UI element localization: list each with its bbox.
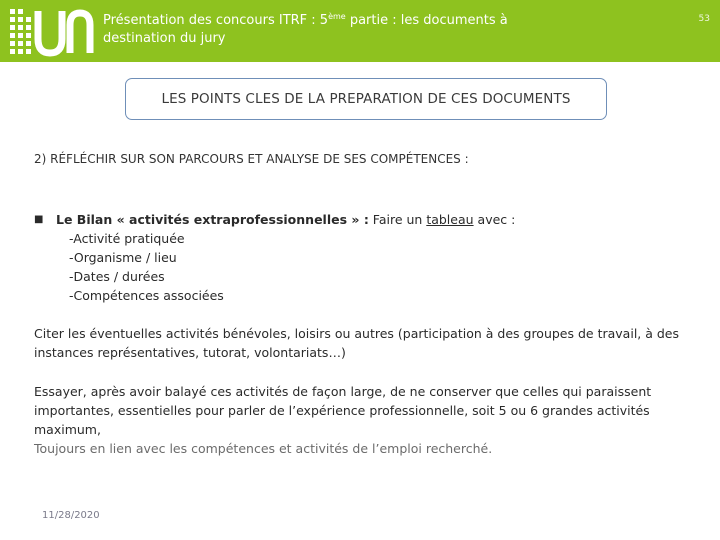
bullet-line <box>34 210 515 229</box>
bullet-underlined-word: tableau <box>426 212 474 227</box>
bullet-text-before: Faire un <box>368 212 427 227</box>
square-bullet-icon: ■ <box>34 214 44 225</box>
header-bar <box>0 0 720 62</box>
title-part2: partie : les documents à destination du jury <box>103 13 508 46</box>
slide-title-box <box>125 78 607 120</box>
paragraph-selection-text: Essayer, après avoir balayé ces activités de façon large, de ne conserver que celles qui paraissent importantes, essentielles pour parler de l’expérience professionnelle, soit 5 ou 6 grandes activités maximum, <box>34 384 652 437</box>
university-logo-icon <box>8 5 98 59</box>
list-item: -Organisme / lieu <box>69 250 177 265</box>
bullet-text-after: avec : <box>473 212 516 227</box>
paragraph-activities: Citer les éventuelles activités bénévoles, loisirs ou autres (participation à des groupes de travail, à des instances représentatives, tutorat, volontariats…) <box>34 326 680 360</box>
paragraph-selection-highlight: Toujours en lien avec les compétences et activités de l’emploi recherché. <box>34 441 493 456</box>
title-superscript: ème <box>328 12 346 21</box>
title-part1: Présentation des concours ITRF : 5 <box>103 13 329 28</box>
bullet-label: Le Bilan « activités extraprofessionnelles » : <box>56 212 369 227</box>
list-item: -Dates / durées <box>69 269 165 284</box>
sub-item-list <box>34 229 515 305</box>
paragraph-selection <box>34 382 684 458</box>
slide-number: 53 <box>698 14 710 24</box>
slide-title: LES POINTS CLES DE LA PREPARATION DE CES DOCUMENTS <box>161 91 571 107</box>
section-heading: 2) RÉFLÉCHIR SUR SON PARCOURS ET ANALYSE DE SES COMPÉTENCES : <box>34 152 469 166</box>
bullet-text <box>56 210 515 229</box>
presentation-title <box>103 12 543 48</box>
list-item: -Activité pratiquée <box>69 231 185 246</box>
list-item: -Compétences associées <box>69 288 224 303</box>
bullet-block <box>34 210 515 305</box>
footer-date: 11/28/2020 <box>42 510 100 521</box>
